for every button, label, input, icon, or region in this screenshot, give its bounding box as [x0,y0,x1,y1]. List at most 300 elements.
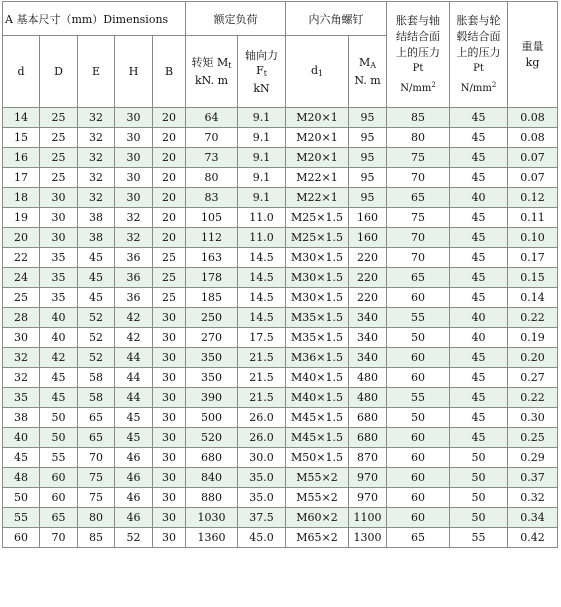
table-row [3,508,558,528]
header-shaft-pressure-line1: 胀套与轴 [396,13,441,27]
cell-bolt-torque: 680 [349,428,387,448]
cell-bolt-size: M55×2 [286,488,349,508]
cell-d: 35 [3,388,40,408]
cell-hub-pressure: 50 [450,448,508,468]
cell-torque: 64 [186,108,238,128]
cell-E: 70 [78,448,115,468]
table-row [3,448,558,468]
header-col-B: B [153,36,186,108]
cell-hub-pressure: 45 [450,388,508,408]
cell-torque: 350 [186,368,238,388]
cell-d: 16 [3,148,40,168]
cell-E: 38 [78,228,115,248]
cell-shaft-pressure: 65 [387,528,450,548]
cell-H: 45 [115,428,153,448]
cell-shaft-pressure: 50 [387,328,450,348]
cell-D: 30 [40,208,78,228]
cell-B: 25 [153,288,186,308]
cell-bolt-size: M45×1.5 [286,408,349,428]
cell-D: 45 [40,368,78,388]
cell-torque: 270 [186,328,238,348]
cell-weight: 0.34 [508,508,558,528]
cell-axial-force: 9.1 [238,168,286,188]
cell-B: 30 [153,328,186,348]
cell-bolt-torque: 1300 [349,528,387,548]
cell-weight: 0.25 [508,428,558,448]
cell-d: 28 [3,308,40,328]
header-col-D: D [40,36,78,108]
cell-B: 20 [153,228,186,248]
cell-torque: 880 [186,488,238,508]
cell-bolt-torque: 220 [349,248,387,268]
cell-shaft-pressure: 60 [387,288,450,308]
header-hub-pressure-symbol: Pt [473,62,484,74]
cell-axial-force: 11.0 [238,228,286,248]
cell-d: 19 [3,208,40,228]
cell-shaft-pressure: 85 [387,108,450,128]
cell-bolt-size: M50×1.5 [286,448,349,468]
cell-d: 22 [3,248,40,268]
cell-torque: 680 [186,448,238,468]
cell-D: 30 [40,228,78,248]
cell-torque: 83 [186,188,238,208]
cell-d: 45 [3,448,40,468]
cell-H: 36 [115,268,153,288]
header-rated-load-group: 额定负荷 [186,2,286,36]
cell-H: 30 [115,188,153,208]
cell-shaft-pressure: 50 [387,408,450,428]
cell-B: 25 [153,268,186,288]
cell-torque: 350 [186,348,238,368]
cell-shaft-pressure: 60 [387,448,450,468]
cell-B: 30 [153,428,186,448]
cell-B: 30 [153,448,186,468]
cell-torque: 163 [186,248,238,268]
cell-E: 75 [78,488,115,508]
table-row [3,128,558,148]
cell-bolt-torque: 95 [349,188,387,208]
cell-shaft-pressure: 60 [387,468,450,488]
table-row [3,168,558,188]
cell-D: 42 [40,348,78,368]
cell-hub-pressure: 50 [450,468,508,488]
cell-B: 20 [153,208,186,228]
cell-hub-pressure: 45 [450,408,508,428]
header-row-groups [3,2,558,36]
cell-bolt-torque: 970 [349,488,387,508]
header-weight [508,2,558,108]
cell-axial-force: 26.0 [238,408,286,428]
cell-D: 25 [40,128,78,148]
cell-torque: 105 [186,208,238,228]
cell-B: 20 [153,108,186,128]
cell-E: 45 [78,288,115,308]
cell-axial-force: 21.5 [238,368,286,388]
cell-torque: 80 [186,168,238,188]
cell-B: 30 [153,368,186,388]
cell-bolt-torque: 220 [349,288,387,308]
table-row [3,288,558,308]
table-row [3,328,558,348]
cell-d: 14 [3,108,40,128]
table-row [3,408,558,428]
cell-axial-force: 17.5 [238,328,286,348]
cell-bolt-torque: 95 [349,148,387,168]
cell-E: 65 [78,428,115,448]
header-shaft-pressure-symbol: Pt [412,62,424,74]
cell-d: 25 [3,288,40,308]
table-row [3,148,558,168]
cell-shaft-pressure: 70 [387,168,450,188]
cell-B: 20 [153,128,186,148]
header-hub-pressure [450,2,508,108]
cell-H: 44 [115,348,153,368]
cell-D: 30 [40,188,78,208]
cell-axial-force: 9.1 [238,108,286,128]
cell-shaft-pressure: 60 [387,368,450,388]
cell-weight: 0.29 [508,448,558,468]
cell-H: 46 [115,508,153,528]
cell-axial-force: 11.0 [238,208,286,228]
cell-hub-pressure: 45 [450,428,508,448]
cell-weight: 0.37 [508,468,558,488]
cell-axial-force: 26.0 [238,428,286,448]
cell-shaft-pressure: 60 [387,348,450,368]
cell-d: 17 [3,168,40,188]
cell-hub-pressure: 50 [450,508,508,528]
cell-hub-pressure: 40 [450,328,508,348]
cell-bolt-torque: 160 [349,208,387,228]
cell-weight: 0.22 [508,388,558,408]
cell-H: 30 [115,108,153,128]
cell-weight: 0.11 [508,208,558,228]
cell-hub-pressure: 45 [450,368,508,388]
cell-axial-force: 35.0 [238,468,286,488]
cell-H: 42 [115,308,153,328]
table-row [3,108,558,128]
cell-shaft-pressure: 55 [387,388,450,408]
cell-shaft-pressure: 65 [387,188,450,208]
cell-shaft-pressure: 70 [387,228,450,248]
cell-hub-pressure: 45 [450,148,508,168]
cell-axial-force: 9.1 [238,188,286,208]
cell-B: 30 [153,468,186,488]
cell-torque: 178 [186,268,238,288]
cell-d: 15 [3,128,40,148]
cell-H: 46 [115,488,153,508]
cell-weight: 0.27 [508,368,558,388]
header-hub-pressure-line3: 上的压力 [456,45,501,59]
cell-bolt-size: M25×1.5 [286,208,349,228]
cell-bolt-torque: 680 [349,408,387,428]
cell-bolt-size: M30×1.5 [286,248,349,268]
cell-shaft-pressure: 80 [387,128,450,148]
cell-bolt-size: M30×1.5 [286,288,349,308]
table-row [3,208,558,228]
cell-B: 30 [153,388,186,408]
cell-bolt-size: M65×2 [286,528,349,548]
cell-hub-pressure: 45 [450,268,508,288]
table-row [3,388,558,408]
cell-d: 30 [3,328,40,348]
cell-bolt-torque: 340 [349,328,387,348]
header-col-bolt-torque: $M_A$ N. m [349,36,387,108]
cell-shaft-pressure: 60 [387,508,450,528]
cell-weight: 0.07 [508,168,558,188]
cell-d: 32 [3,368,40,388]
cell-H: 52 [115,528,153,548]
cell-bolt-torque: 870 [349,448,387,468]
table-row [3,188,558,208]
cell-bolt-size: M22×1 [286,168,349,188]
cell-hub-pressure: 45 [450,248,508,268]
cell-bolt-size: M25×1.5 [286,228,349,248]
cell-axial-force: 14.5 [238,268,286,288]
table-row [3,268,558,288]
cell-d: 40 [3,428,40,448]
cell-d: 55 [3,508,40,528]
cell-hub-pressure: 45 [450,168,508,188]
cell-axial-force: 30.0 [238,448,286,468]
header-shaft-pressure [387,2,450,108]
table-body [3,108,558,548]
table-row [3,488,558,508]
header-hub-pressure-line1: 胀套与轮 [456,13,501,27]
cell-bolt-size: M35×1.5 [286,308,349,328]
cell-D: 35 [40,268,78,288]
cell-H: 30 [115,168,153,188]
cell-axial-force: 21.5 [238,388,286,408]
cell-D: 55 [40,448,78,468]
cell-bolt-size: M40×1.5 [286,368,349,388]
cell-weight: 0.17 [508,248,558,268]
cell-hub-pressure: 50 [450,488,508,508]
cell-bolt-torque: 160 [349,228,387,248]
cell-H: 30 [115,148,153,168]
table-row [3,468,558,488]
cell-hub-pressure: 40 [450,188,508,208]
cell-d: 24 [3,268,40,288]
header-hub-pressure-line2: 毂结合面 [456,29,501,43]
cell-shaft-pressure: 60 [387,428,450,448]
cell-hub-pressure: 55 [450,528,508,548]
cell-B: 25 [153,248,186,268]
cell-B: 30 [153,408,186,428]
cell-hub-pressure: 45 [450,228,508,248]
cell-shaft-pressure: 55 [387,308,450,328]
cell-d: 48 [3,468,40,488]
cell-D: 70 [40,528,78,548]
table-row [3,428,558,448]
cell-H: 32 [115,208,153,228]
cell-D: 35 [40,288,78,308]
cell-torque: 73 [186,148,238,168]
cell-D: 65 [40,508,78,528]
cell-B: 20 [153,168,186,188]
cell-bolt-torque: 480 [349,388,387,408]
cell-E: 45 [78,268,115,288]
cell-weight: 0.07 [508,148,558,168]
cell-bolt-size: M20×1 [286,148,349,168]
cell-H: 36 [115,288,153,308]
cell-bolt-torque: 480 [349,368,387,388]
cell-bolt-torque: 95 [349,168,387,188]
cell-hub-pressure: 45 [450,348,508,368]
cell-weight: 0.14 [508,288,558,308]
cell-weight: 0.12 [508,188,558,208]
cell-E: 38 [78,208,115,228]
cell-shaft-pressure: 75 [387,148,450,168]
table-row [3,348,558,368]
cell-torque: 250 [186,308,238,328]
cell-H: 44 [115,388,153,408]
cell-axial-force: 35.0 [238,488,286,508]
cell-hub-pressure: 45 [450,288,508,308]
cell-hub-pressure: 45 [450,208,508,228]
cell-B: 20 [153,188,186,208]
cell-B: 20 [153,148,186,168]
cell-torque: 185 [186,288,238,308]
cell-E: 52 [78,348,115,368]
cell-weight: 0.22 [508,308,558,328]
cell-shaft-pressure: 60 [387,488,450,508]
cell-E: 80 [78,508,115,528]
cell-bolt-size: M40×1.5 [286,388,349,408]
cell-E: 58 [78,388,115,408]
expansion-sleeve-spec-table [2,1,558,548]
cell-E: 75 [78,468,115,488]
cell-axial-force: 45.0 [238,528,286,548]
cell-B: 30 [153,508,186,528]
cell-bolt-torque: 95 [349,108,387,128]
cell-bolt-size: M22×1 [286,188,349,208]
cell-E: 52 [78,308,115,328]
header-shaft-pressure-unit: $N/mm^2$ [400,80,436,94]
cell-D: 40 [40,328,78,348]
cell-E: 32 [78,168,115,188]
cell-H: 32 [115,228,153,248]
cell-hub-pressure: 40 [450,308,508,328]
cell-H: 42 [115,328,153,348]
cell-D: 60 [40,488,78,508]
cell-bolt-torque: 1100 [349,508,387,528]
cell-shaft-pressure: 70 [387,248,450,268]
table-row [3,228,558,248]
cell-d: 60 [3,528,40,548]
cell-H: 30 [115,128,153,148]
header-shaft-pressure-line2: 结结合面 [396,29,441,43]
cell-H: 46 [115,448,153,468]
cell-E: 32 [78,128,115,148]
cell-bolt-torque: 95 [349,128,387,148]
cell-weight: 0.42 [508,528,558,548]
cell-B: 30 [153,308,186,328]
cell-shaft-pressure: 65 [387,268,450,288]
cell-E: 52 [78,328,115,348]
cell-torque: 390 [186,388,238,408]
table-row [3,308,558,328]
cell-hub-pressure: 45 [450,128,508,148]
cell-weight: 0.32 [508,488,558,508]
cell-bolt-size: M60×2 [286,508,349,528]
cell-bolt-size: M35×1.5 [286,328,349,348]
table-row [3,368,558,388]
cell-axial-force: 37.5 [238,508,286,528]
cell-d: 50 [3,488,40,508]
cell-torque: 70 [186,128,238,148]
cell-bolt-size: M20×1 [286,128,349,148]
header-col-torque: 转矩 $M_t$ kN. m [186,36,238,108]
cell-D: 40 [40,308,78,328]
cell-E: 32 [78,108,115,128]
cell-B: 30 [153,488,186,508]
cell-E: 85 [78,528,115,548]
cell-D: 50 [40,428,78,448]
cell-torque: 1360 [186,528,238,548]
cell-axial-force: 14.5 [238,308,286,328]
cell-D: 25 [40,148,78,168]
cell-bolt-size: M30×1.5 [286,268,349,288]
cell-weight: 0.08 [508,128,558,148]
cell-d: 20 [3,228,40,248]
cell-torque: 520 [186,428,238,448]
cell-axial-force: 21.5 [238,348,286,368]
cell-D: 60 [40,468,78,488]
cell-H: 45 [115,408,153,428]
header-col-axial-force: 轴向力 $F_t$ kN [238,36,286,108]
cell-weight: 0.20 [508,348,558,368]
cell-bolt-torque: 220 [349,268,387,288]
cell-weight: 0.10 [508,228,558,248]
table-row [3,528,558,548]
cell-shaft-pressure: 75 [387,208,450,228]
header-dimensions-group: A 基本尺寸（mm）Dimensions [3,2,186,36]
cell-torque: 112 [186,228,238,248]
cell-weight: 0.08 [508,108,558,128]
cell-d: 38 [3,408,40,428]
header-col-bolt-size: $d_1$ [286,36,349,108]
cell-d: 18 [3,188,40,208]
cell-B: 30 [153,528,186,548]
header-col-d: d [3,36,40,108]
cell-torque: 840 [186,468,238,488]
header-hub-pressure-unit: $N/mm^2$ [460,80,497,94]
table-row [3,248,558,268]
cell-bolt-torque: 340 [349,348,387,368]
header-weight-unit: kg [525,55,540,69]
header-weight-label: 重量 [521,39,544,53]
cell-weight: 0.19 [508,328,558,348]
header-bolt-group: 内六角螺钉 [286,2,387,36]
cell-d: 32 [3,348,40,368]
header-shaft-pressure-line3: 上的压力 [396,45,441,59]
cell-D: 45 [40,388,78,408]
cell-bolt-size: M55×2 [286,468,349,488]
cell-H: 36 [115,248,153,268]
cell-D: 35 [40,248,78,268]
header-col-E: E [78,36,115,108]
cell-torque: 500 [186,408,238,428]
cell-bolt-torque: 970 [349,468,387,488]
cell-E: 32 [78,188,115,208]
cell-bolt-torque: 340 [349,308,387,328]
cell-H: 44 [115,368,153,388]
cell-bolt-size: M36×1.5 [286,348,349,368]
cell-axial-force: 9.1 [238,148,286,168]
cell-E: 58 [78,368,115,388]
cell-H: 46 [115,468,153,488]
cell-E: 45 [78,248,115,268]
